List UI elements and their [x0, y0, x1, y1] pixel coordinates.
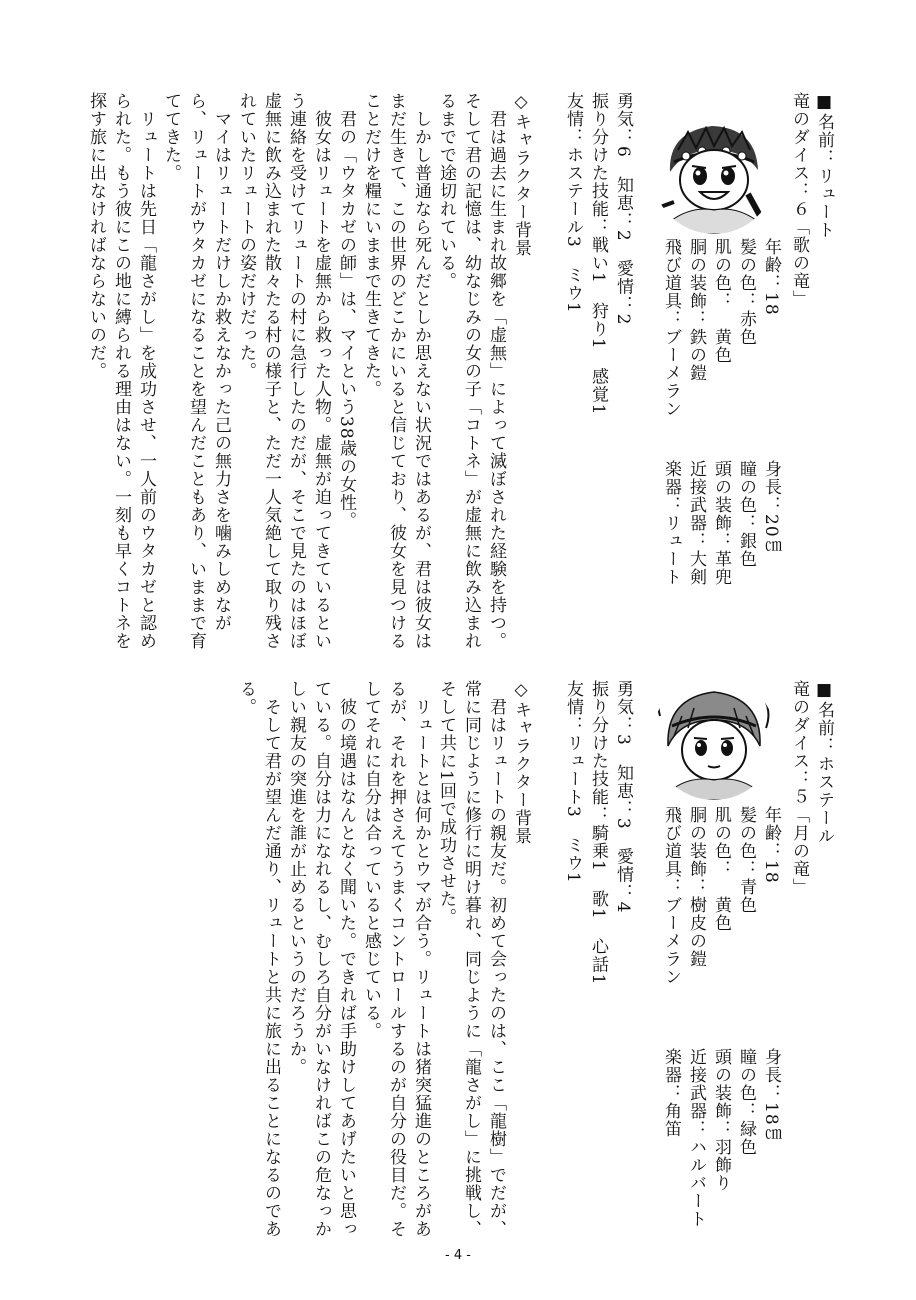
- background-line: 君の「ウタカゼの師」は、マイという38歳の女性。: [336, 92, 356, 530]
- char1-friendship: 友情：ホステール3 ミウ1: [563, 92, 583, 314]
- background-line: そして共に1回で成功させた。: [436, 680, 456, 926]
- char1-age: 年齢：18: [761, 238, 781, 316]
- char2-head-gear: 頭の装飾：羽飾り: [711, 1048, 731, 1192]
- background-line: ててきた。: [161, 92, 181, 182]
- char1-instrument: 楽器：リュート: [661, 460, 681, 586]
- char2-skin: 肌の色： 黄色: [711, 806, 731, 932]
- background-line: 探す旅に出なければならないのだ。: [86, 92, 106, 380]
- background-line: 君は過去に生まれ故郷を「虚無」によって滅ぼされた経験を持つ。: [486, 92, 506, 650]
- char1-skin: 肌の色： 黄色: [711, 238, 731, 364]
- char2-melee: 近接武器：ハルバート: [686, 1048, 706, 1228]
- background-line: るまでで途切れている。: [436, 92, 456, 290]
- char1-stats: 勇気：6 知恵：2 愛情：2: [613, 92, 633, 326]
- background-line: れていたリュートの姿だけだった。: [236, 92, 256, 380]
- char1-portrait-illustration: [652, 110, 776, 234]
- char2-stats: 勇気：3 知恵：3 愛情：4: [613, 680, 633, 914]
- background-line: ている。自分は力になれるし、むしろ自分がいなければこの危なっか: [311, 680, 331, 1238]
- background-line: そして君の記憶は、幼なじみの女の子「コトネ」が虚無に飲み込まれ: [461, 92, 481, 650]
- char1-dice-line: 竜のダイス：６「歌の竜」: [789, 92, 809, 308]
- background-line: してそれに自分は合っていると感じている。: [361, 680, 381, 1040]
- background-line: る。: [236, 680, 256, 716]
- char2-skills: 振り分けた技能：騎乗1 歌1 心話1: [588, 680, 608, 986]
- char2-instrument: 楽器：角笛: [661, 1048, 681, 1138]
- background-line: るが、それを押さえてうまくコントロールするのが自分の役目だ。そ: [386, 680, 406, 1238]
- char1-height: 身長：20㎝: [761, 460, 781, 556]
- background-line: マイはリュートだけしか救えなかった己の無力さを噛みしめなが: [211, 92, 231, 632]
- char2-portrait: [652, 676, 776, 800]
- char2-body-gear: 胴の装飾：樹皮の鎧: [686, 806, 706, 968]
- char1-portrait: [652, 110, 776, 234]
- char1-body-gear: 胴の装飾：鉄の鎧: [686, 238, 706, 382]
- char1-background-heading: ◇キャラクター背景: [511, 92, 531, 257]
- char2-friendship: 友情：リュート3 ミウ1: [563, 680, 583, 884]
- background-line: う連絡を受けてリュートの村に急行したのだが、そこで見たのはほぼ: [286, 92, 306, 650]
- char1-eye: 瞳の色：銀色: [736, 460, 756, 568]
- page-number: - 4 -: [445, 1248, 471, 1263]
- background-line: まだ生きて、この世界のどこかにいると信じており、彼女を見つける: [386, 92, 406, 650]
- char2-dice-line: 竜のダイス：５「月の竜」: [789, 680, 809, 896]
- char2-hair: 髪の色：青色: [736, 806, 756, 914]
- char1-melee: 近接武器：大剣: [686, 460, 706, 586]
- background-line: られた。もう彼にこの地に縛られる理由はない。一刻も早くコトネを: [111, 92, 131, 650]
- background-line: 常に同じように修行に明け暮れ、同じように「龍さがし」に挑戦し、: [461, 680, 481, 1238]
- background-line: ことだけを糧にいままで生きてきた。: [361, 92, 381, 398]
- char1-name-line: ■名前：リュート: [814, 92, 834, 239]
- char2-age: 年齢：18: [761, 806, 781, 884]
- char2-name-line: ■名前：ホステール: [814, 680, 834, 845]
- char2-eye: 瞳の色：緑色: [736, 1048, 756, 1156]
- background-line: そして君が望んだ通り、リュートと共に旅に出ることになるのであ: [261, 680, 281, 1238]
- char1-head-gear: 頭の装飾：革兜: [711, 460, 731, 586]
- background-line: リュートとは何かとウマが合う。リュートは猪突猛進のところがあ: [411, 680, 431, 1238]
- background-line: 彼の境遇はなんとなく聞いた。できれば手助けしてあげたいと思っ: [336, 680, 356, 1238]
- background-line: 虚無に飲み込まれた散々たる村の様子と、ただ一人気絶して取り残さ: [261, 92, 281, 650]
- background-line: ら、リュートがウタカゼになることを望んだこともあり、いままで育: [186, 92, 206, 650]
- char2-ranged: 飛び道具：ブーメラン: [661, 806, 681, 986]
- char2-background-heading: ◇キャラクター背景: [511, 680, 531, 845]
- char1-ranged: 飛び道具：ブーメラン: [661, 238, 681, 418]
- char1-skills: 振り分けた技能：戦い1 狩り1 感覚1: [588, 92, 608, 416]
- background-line: 彼女はリュートを虚無から救った人物。虚無が迫ってきているとい: [311, 92, 331, 650]
- background-line: リュートは先日「龍さがし」を成功させ、一人前のウタカゼと認め: [136, 92, 156, 650]
- char2-portrait-illustration: [652, 676, 776, 800]
- char2-height: 身長：18㎝: [761, 1048, 781, 1144]
- background-line: しい親友の突進を誰が止めるというのだろうか。: [286, 680, 306, 1076]
- char1-hair: 髪の色：赤色: [736, 238, 756, 346]
- background-line: 君はリュートの親友だ。初めて会ったのは、ここ「龍樹」でだが、: [486, 680, 506, 1238]
- background-line: しかし普通なら死んだとしか思えない状況ではあるが、君は彼女は: [411, 92, 431, 650]
